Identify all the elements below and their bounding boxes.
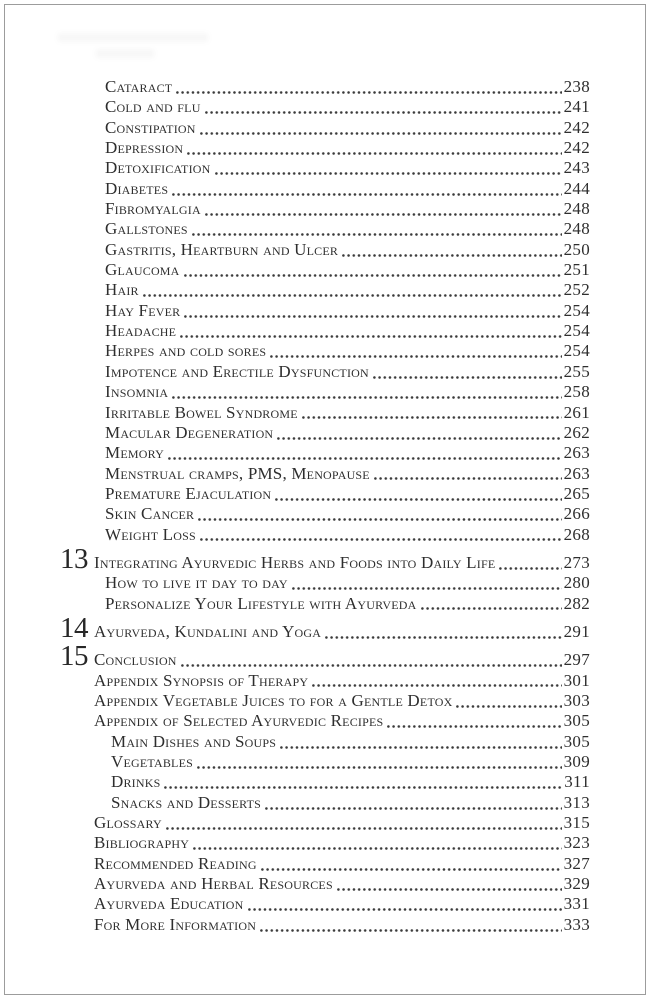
- dot-leader: [180, 335, 561, 338]
- dot-leader: [193, 847, 562, 850]
- toc-entry: [105, 321, 590, 341]
- dot-leader: [168, 457, 562, 460]
- entry-title: Headache: [105, 321, 177, 341]
- dot-leader: [176, 91, 561, 94]
- toc-entry: [105, 301, 590, 321]
- entry-page-number: 266: [563, 504, 590, 524]
- dot-leader: [215, 172, 562, 175]
- entry-page-number: 263: [563, 463, 590, 483]
- entry-title: Personalize Your Lifestyle with Ayurveda: [105, 593, 417, 613]
- dot-leader: [200, 538, 562, 541]
- toc-entry: [94, 854, 590, 874]
- entry-page-number: 273: [563, 552, 590, 572]
- bleed-through-artifact: [96, 49, 154, 58]
- entry-page-number: 301: [563, 670, 590, 690]
- entry-title: Fibromyalgia: [105, 199, 201, 219]
- toc-entry: [111, 793, 590, 813]
- entry-page-number: 261: [563, 402, 590, 422]
- toc-entry: [105, 219, 590, 239]
- dot-leader: [337, 888, 562, 891]
- entry-title: Integrating Ayurvedic Herbs and Foods into Daily Life: [94, 552, 496, 572]
- entry-page-number: 248: [563, 199, 590, 219]
- entry-title: Memory: [105, 443, 164, 463]
- dot-leader: [260, 929, 562, 932]
- toc-entry: [60, 640, 590, 673]
- chapter-number: 13: [60, 542, 88, 575]
- entry-page-number: 313: [563, 792, 590, 812]
- entry-page-number: 305: [563, 711, 590, 731]
- toc-entry: [94, 874, 590, 894]
- entry-title: Main Dishes and Soups: [111, 731, 277, 751]
- dot-leader: [302, 416, 562, 419]
- entry-page-number: 258: [563, 382, 590, 402]
- entry-page-number: 262: [563, 422, 590, 442]
- entry-page-number: 323: [563, 833, 590, 853]
- entry-title: Snacks and Desserts: [111, 792, 262, 812]
- entry-title: Ayurveda Education: [94, 894, 244, 914]
- entry-page-number: 291: [563, 621, 590, 641]
- entry-title: Skin Cancer: [105, 504, 195, 524]
- entry-page-number: 333: [563, 914, 590, 934]
- dot-leader: [143, 294, 562, 297]
- toc-entry: [105, 573, 590, 593]
- entry-title: Cataract: [105, 77, 173, 96]
- dot-leader: [184, 274, 562, 277]
- entry-title: Bibliography: [94, 833, 190, 853]
- toc-entry: [105, 179, 590, 199]
- toc-entry: [105, 464, 590, 484]
- dot-leader: [261, 868, 562, 871]
- entry-title: Macular Degeneration: [105, 422, 274, 442]
- entry-page-number: 238: [563, 77, 590, 96]
- toc-entry: [105, 403, 590, 423]
- toc-entry: [111, 752, 590, 772]
- dot-leader: [374, 477, 562, 480]
- dot-leader: [499, 567, 561, 570]
- dot-leader: [248, 908, 562, 911]
- dot-leader: [292, 587, 562, 590]
- entry-title: Appendix of Selected Ayurvedic Recipes: [94, 711, 384, 731]
- dot-leader: [275, 498, 561, 501]
- entry-page-number: 255: [563, 361, 590, 381]
- entry-page-number: 315: [563, 813, 590, 833]
- entry-title: How to live it day to day: [105, 573, 288, 593]
- entry-page-number: 309: [563, 752, 590, 771]
- entry-title: Herpes and cold sores: [105, 341, 267, 361]
- toc-entry: [105, 594, 590, 614]
- dot-leader: [265, 807, 562, 810]
- toc-entry: [94, 813, 590, 833]
- entry-title: Hair: [105, 280, 139, 300]
- entry-title: Drinks: [111, 772, 161, 792]
- entry-title: Insomnia: [105, 382, 169, 402]
- toc-entry: [105, 97, 590, 117]
- entry-title: Detoxification: [105, 158, 211, 178]
- dot-leader: [325, 636, 561, 639]
- dot-leader: [387, 725, 561, 728]
- toc-entry: [94, 711, 590, 731]
- toc-entry: [105, 484, 590, 504]
- dot-leader: [181, 664, 562, 667]
- toc-list: [60, 77, 590, 935]
- toc-entry: [94, 671, 590, 691]
- toc-entry: [60, 542, 590, 575]
- dot-leader: [198, 518, 561, 521]
- entry-title: Constipation: [105, 117, 196, 137]
- toc-entry: [111, 732, 590, 752]
- toc-entry: [105, 118, 590, 138]
- dot-leader: [192, 233, 562, 236]
- entry-page-number: 329: [563, 874, 590, 894]
- entry-title: Conclusion: [94, 650, 177, 670]
- toc-entry: [105, 504, 590, 524]
- dot-leader: [280, 746, 561, 749]
- dot-leader: [456, 705, 561, 708]
- bleed-through-artifact: [58, 33, 208, 42]
- entry-title: Recommended Reading: [94, 853, 257, 873]
- toc-entry: [105, 158, 590, 178]
- dot-leader: [205, 111, 562, 114]
- chapter-number: 15: [60, 640, 88, 673]
- toc-entry: [105, 280, 590, 300]
- entry-page-number: 268: [563, 524, 590, 544]
- toc-entry: [105, 423, 590, 443]
- entry-page-number: 251: [563, 260, 590, 280]
- toc-entry: [94, 691, 590, 711]
- toc-entry: [105, 362, 590, 382]
- entry-title: Appendix Vegetable Juices to for a Gentle Detox: [94, 690, 453, 710]
- dot-leader: [164, 786, 562, 789]
- entry-page-number: 263: [563, 443, 590, 463]
- entry-page-number: 241: [563, 97, 590, 117]
- dot-leader: [187, 152, 561, 155]
- entry-title: Appendix Synopsis of Therapy: [94, 670, 309, 690]
- toc-entry: [105, 525, 590, 545]
- entry-title: Hay Fever: [105, 300, 181, 320]
- dot-leader: [184, 315, 561, 318]
- entry-page-number: 248: [563, 219, 590, 239]
- dot-leader: [172, 396, 561, 399]
- dot-leader: [205, 213, 562, 216]
- toc-entry: [94, 833, 590, 853]
- entry-page-number: 254: [563, 300, 590, 320]
- chapter-number: 14: [60, 611, 88, 644]
- entry-page-number: 265: [563, 483, 590, 503]
- entry-page-number: 297: [563, 650, 590, 670]
- dot-leader: [172, 193, 561, 196]
- toc-entry: [105, 260, 590, 280]
- entry-title: Glossary: [94, 813, 162, 833]
- dot-leader: [373, 376, 562, 379]
- entry-title: Gallstones: [105, 219, 188, 239]
- entry-title: Ayurveda and Herbal Resources: [94, 874, 333, 894]
- dot-leader: [421, 607, 562, 610]
- toc-entry: [111, 772, 590, 792]
- toc-entry: [94, 915, 590, 935]
- entry-title: Impotence and Erectile Dysfunction: [105, 361, 369, 381]
- entry-page-number: 282: [563, 593, 590, 613]
- dot-leader: [166, 827, 562, 830]
- entry-title: Depression: [105, 138, 184, 158]
- entry-page-number: 250: [563, 239, 590, 259]
- dot-leader: [342, 254, 561, 257]
- dot-leader: [277, 437, 561, 440]
- entry-page-number: 311: [564, 772, 590, 792]
- entry-page-number: 254: [563, 341, 590, 361]
- entry-title: Ayurveda, Kundalini and Yoga: [94, 621, 322, 641]
- entry-title: Diabetes: [105, 178, 169, 198]
- toc-entry: [105, 240, 590, 260]
- entry-page-number: 280: [563, 573, 590, 593]
- entry-title: Glaucoma: [105, 260, 180, 280]
- entry-page-number: 331: [563, 894, 590, 914]
- entry-page-number: 327: [563, 853, 590, 873]
- entry-title: Menstrual cramps, PMS, Menopause: [105, 463, 370, 483]
- entry-title: Vegetables: [111, 752, 193, 771]
- toc-entry: [94, 894, 590, 914]
- toc-entry: [105, 443, 590, 463]
- entry-title: Cold and flu: [105, 97, 201, 117]
- entry-title: Weight Loss: [105, 524, 196, 544]
- dot-leader: [270, 355, 561, 358]
- entry-title: Irritable Bowel Syndrome: [105, 402, 298, 422]
- entry-page-number: 252: [563, 280, 590, 300]
- entry-page-number: 303: [563, 690, 590, 710]
- entry-page-number: 242: [563, 138, 590, 158]
- toc-entry: [105, 77, 590, 97]
- entry-page-number: 254: [563, 321, 590, 341]
- entry-page-number: 243: [563, 158, 590, 178]
- dot-leader: [312, 684, 561, 687]
- entry-title: Gastritis, Heartburn and Ulcer: [105, 239, 339, 259]
- toc-entry: [105, 341, 590, 361]
- dot-leader: [197, 766, 562, 769]
- dot-leader: [200, 132, 562, 135]
- entry-page-number: 242: [563, 117, 590, 137]
- toc-entry: [105, 382, 590, 402]
- toc-entry: [105, 199, 590, 219]
- entry-page-number: 244: [563, 178, 590, 198]
- toc-entry: [60, 611, 590, 644]
- toc-entry: [105, 138, 590, 158]
- entry-title: For More Information: [94, 914, 257, 934]
- entry-page-number: 305: [563, 731, 590, 751]
- entry-title: Premature Ejaculation: [105, 483, 272, 503]
